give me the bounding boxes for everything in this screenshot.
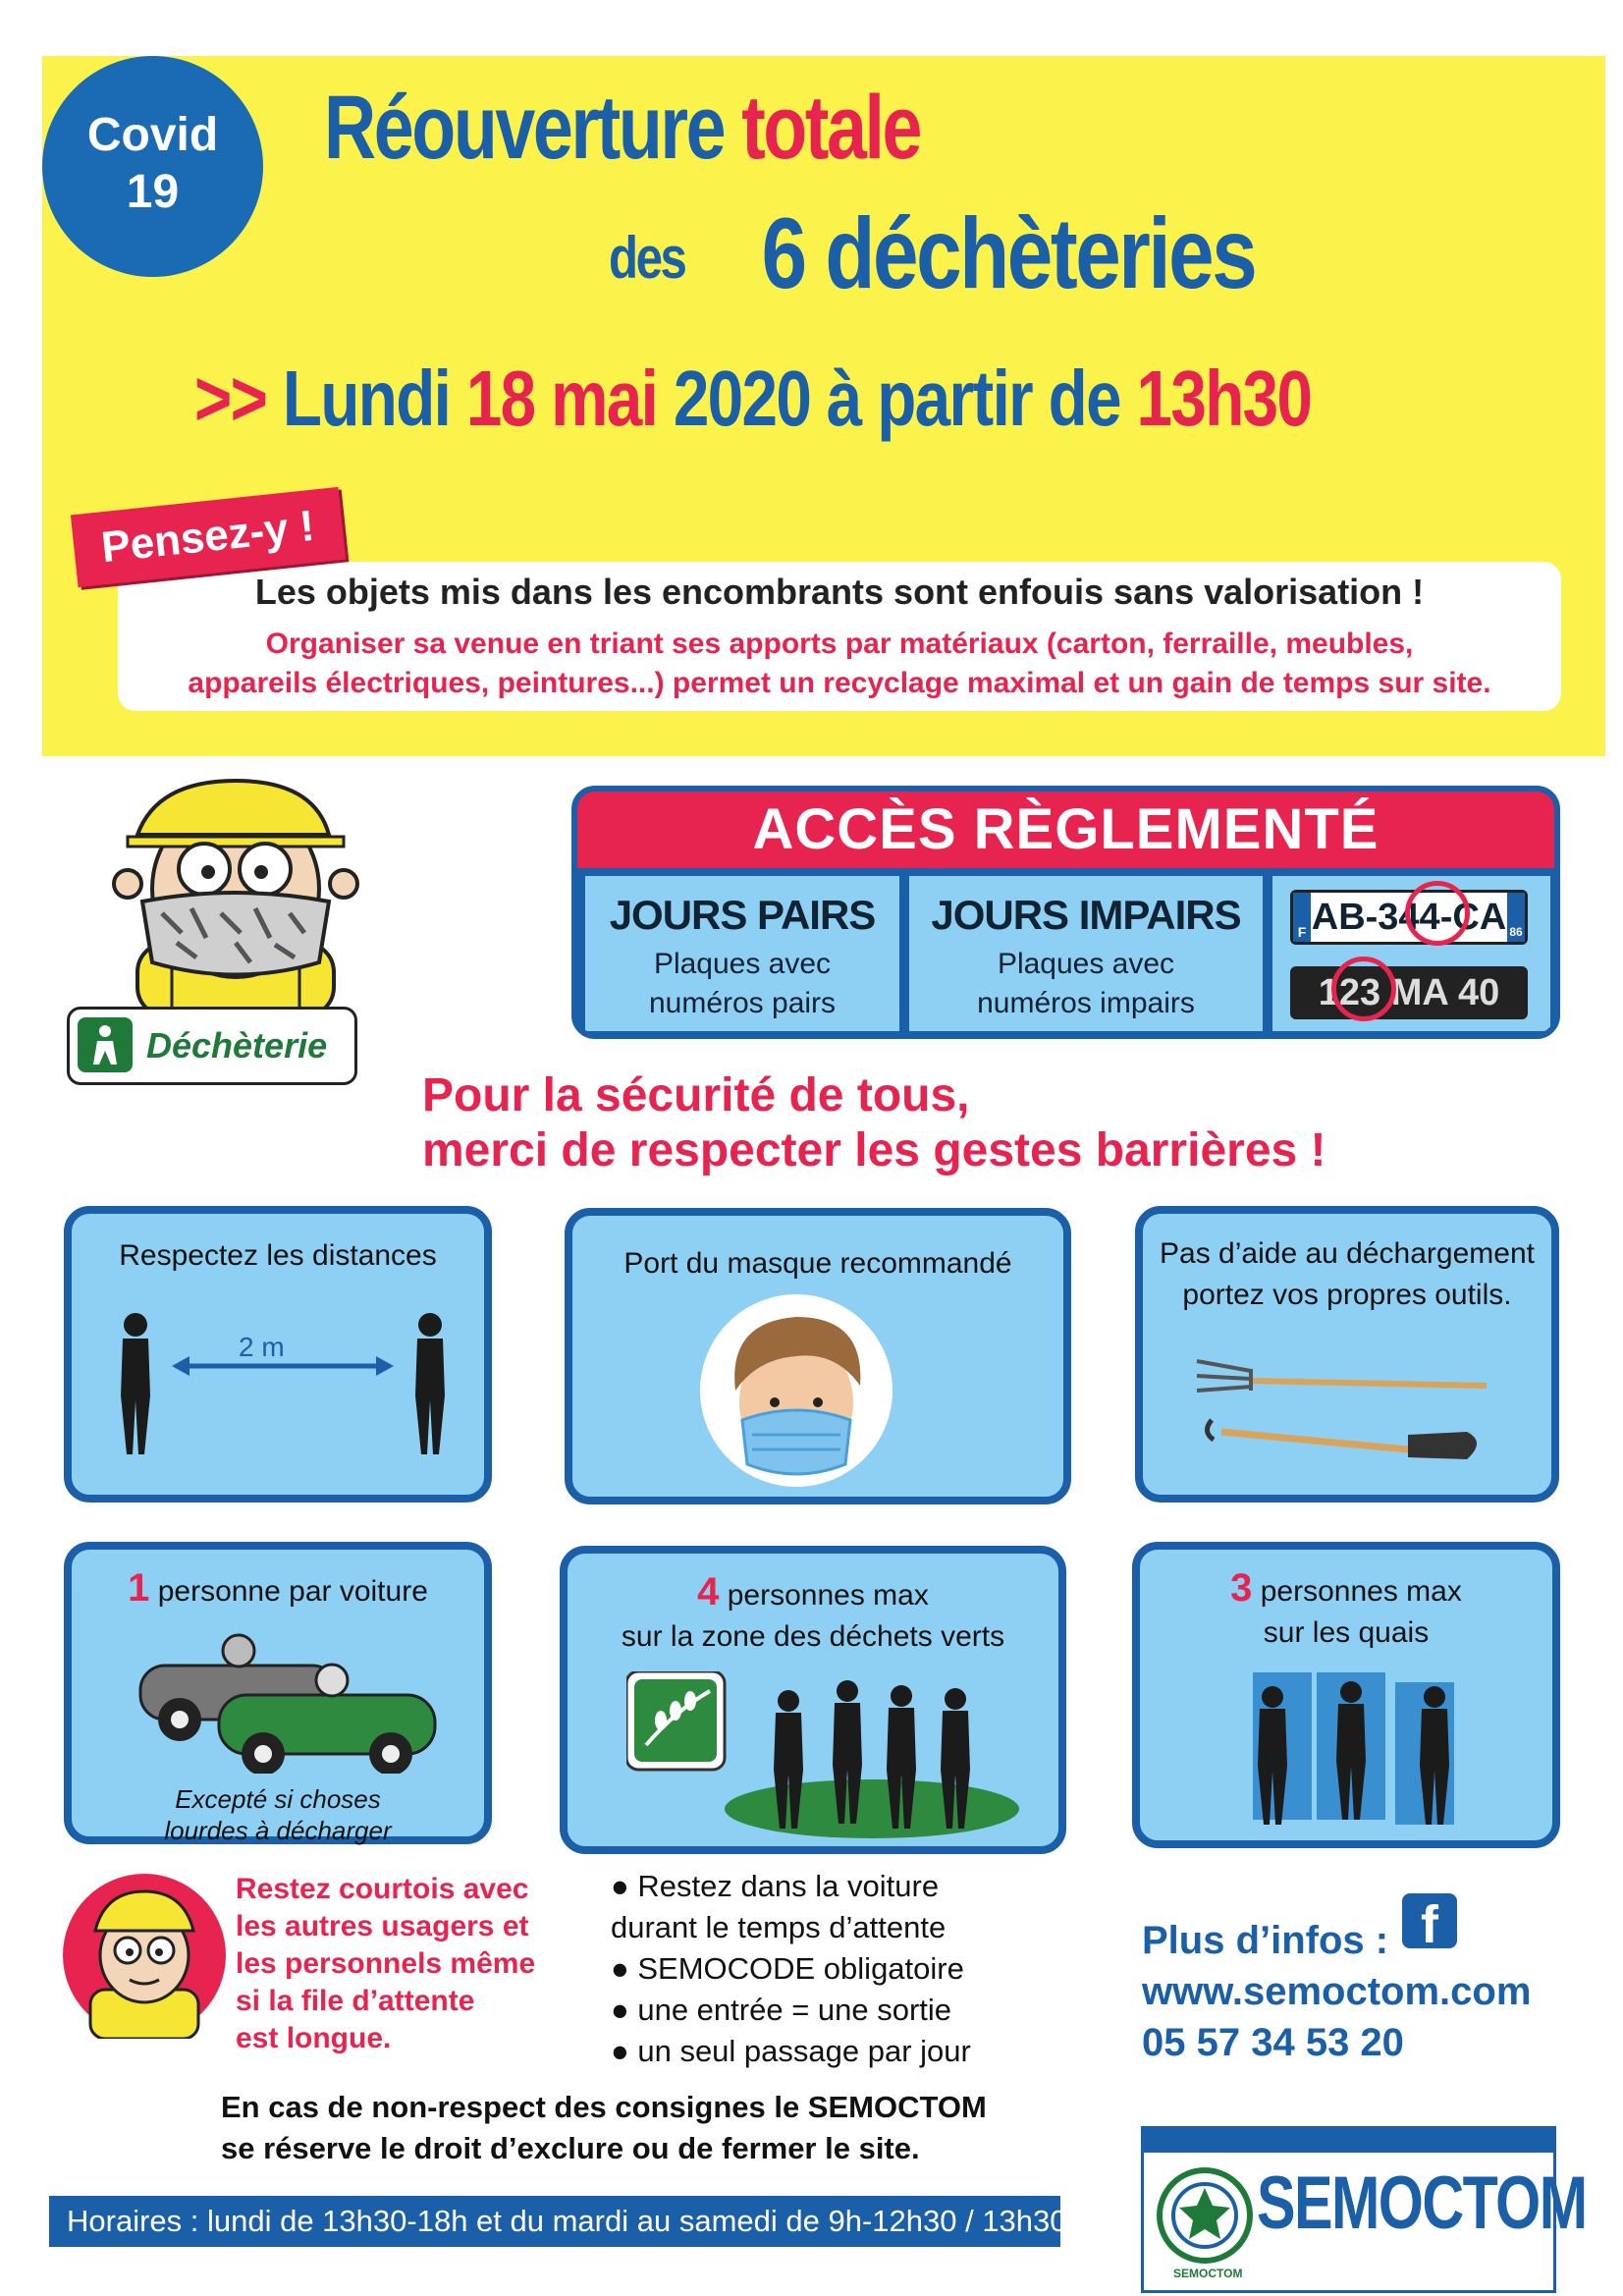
card-car	[64, 1542, 492, 1844]
warning-line1: En cas de non-respect des consignes le SEMOCTOM	[221, 2090, 987, 2124]
notice-sub-line2: appareils électriques, peintures...) permet un recyclage maximal et un gain de temps sur site.	[188, 667, 1491, 699]
plate-odd: 123 MA 40	[1290, 966, 1528, 1019]
mask-face-icon	[698, 1292, 894, 1489]
quais-illustration	[1238, 1672, 1474, 1830]
date-prefix: >>	[194, 355, 267, 442]
plate-dept: 86	[1507, 893, 1525, 942]
card-tools-line1: Pas d’aide au déchargement	[1160, 1237, 1535, 1270]
card-green-line1: personnes max	[727, 1579, 929, 1612]
plates-cell	[1272, 876, 1550, 1031]
facebook-icon[interactable]: f	[1402, 1893, 1457, 1948]
security-line2: merci de respecter les gestes barrières !	[422, 1124, 1326, 1176]
odd-days-title: JOURS IMPAIRS	[931, 892, 1241, 938]
date-year: 2020 à partir de	[673, 355, 1120, 442]
card-tools-line2: portez vos propres outils.	[1182, 1279, 1512, 1311]
bullet-icon: ●	[611, 1869, 638, 1903]
courtesy-message	[236, 1871, 535, 2057]
card-tools	[1135, 1206, 1559, 1503]
courtesy-line: Restez courtois avec	[236, 1873, 529, 1905]
even-days-sub1: Plaques avec	[653, 948, 832, 980]
card-quais-line1: personnes max	[1260, 1575, 1462, 1608]
more-info-label: Plus d’infos :	[1142, 1919, 1389, 1962]
website-link[interactable]: www.semoctom.com	[1142, 1970, 1532, 2013]
security-line1: Pour la sécurité de tous,	[422, 1069, 970, 1121]
card-quais-title	[1140, 1567, 1552, 1654]
reopen-date	[194, 354, 1311, 444]
date-time: 13h30	[1136, 355, 1312, 442]
green-zone-illustration	[626, 1671, 1019, 1843]
distance-illustration	[111, 1307, 455, 1464]
odd-days-sub2: numéros impairs	[977, 987, 1195, 1019]
tools-icon	[1192, 1341, 1506, 1469]
more-info	[1142, 1895, 1532, 2068]
card-quais	[1132, 1542, 1560, 1848]
bullet-icon: ●	[611, 2034, 638, 2068]
mascot-circle-illustration	[61, 1872, 228, 2039]
card-green-line2: sur la zone des déchets verts	[621, 1620, 1005, 1653]
even-days-cell	[585, 876, 899, 1031]
card-quais-num: 3	[1230, 1566, 1253, 1610]
pensez-tag: Pensez-y !	[71, 487, 346, 587]
courtesy-line: les autres usagers et	[236, 1910, 529, 1942]
distance-label: 2 m	[239, 1332, 285, 1362]
courtesy-line: si la file d’attente	[236, 1985, 475, 2017]
card-green-waste	[560, 1546, 1066, 1854]
card-tools-title	[1143, 1233, 1551, 1316]
access-title: ACCÈS RÈGLEMENTÉ	[577, 792, 1554, 868]
notice-sub-line1: Organiser sa venue en triant ses apports par matériaux (carton, ferraille, meubles,	[265, 628, 1414, 660]
card-green-title	[568, 1571, 1058, 1658]
card-car-num: 1	[128, 1566, 150, 1610]
date-lundi: Lundi	[282, 355, 451, 442]
phone-number: 05 57 34 53 20	[1142, 2021, 1404, 2064]
semoctom-emblem-text: SEMOCTOM	[1173, 2267, 1243, 2280]
card-car-note1: Excepté si choses	[175, 1784, 381, 1814]
card-distances	[64, 1206, 492, 1503]
plate-even-text: AB-344-CA	[1311, 897, 1507, 938]
warning-line2: se réserve le droit d’exclure ou de fermer le site.	[221, 2131, 920, 2165]
title-line1	[324, 77, 920, 180]
card-green-num: 4	[697, 1570, 720, 1613]
warning-message	[221, 2087, 987, 2169]
semoctom-wordmark: SEMOCTOM	[1257, 2161, 1587, 2245]
list-item: ● SEMOCODE obligatoire	[611, 1951, 964, 1986]
highlight-circle-even	[1405, 881, 1470, 946]
recycling-person-icon	[78, 1017, 133, 1072]
title-des: des	[609, 225, 685, 291]
security-message	[422, 1068, 1326, 1178]
title-line2	[609, 196, 1255, 311]
odd-days-cell	[909, 876, 1263, 1031]
semoctom-logo	[1141, 2126, 1587, 2293]
card-distances-title: Respectez les distances	[119, 1239, 437, 1272]
bullet-icon: ●	[611, 1951, 638, 1986]
list-item: ● un seul passage par jour	[611, 2034, 971, 2068]
title-dechetteries: 6 déchèteries	[761, 197, 1256, 309]
access-panel	[571, 786, 1560, 1039]
courtesy-line: est longue.	[236, 2022, 392, 2054]
rules-list	[611, 1866, 971, 2072]
list-item: durant le temps d’attente	[611, 1910, 947, 1944]
decheterie-logo	[67, 1007, 357, 1085]
courtesy-line: les personnels même	[236, 1947, 536, 1980]
race-cars-icon	[131, 1626, 445, 1774]
plate-country: F	[1293, 893, 1311, 942]
card-mask-title: Port du masque recommandé	[623, 1247, 1012, 1280]
covid-line1: Covid	[86, 109, 219, 161]
covid-badge	[42, 56, 263, 277]
title-totale: totale	[741, 78, 921, 178]
semoctom-logo-bar	[1144, 2129, 1553, 2153]
date-day: 18 mai	[465, 355, 658, 442]
card-mask	[565, 1208, 1071, 1504]
opening-hours: Horaires : lundi de 13h30-18h et du mardi au samedi de 9h-12h30 / 13h30-18h	[49, 2196, 1060, 2247]
decheterie-logo-text: Déchèterie	[146, 1025, 328, 1066]
covid-line2: 19	[126, 166, 180, 218]
card-car-title	[72, 1567, 484, 1613]
highlight-circle-odd	[1331, 957, 1396, 1021]
card-quais-line2: sur les quais	[1263, 1616, 1430, 1649]
odd-days-sub1: Plaques avec	[997, 948, 1175, 980]
title-reouverture: Réouverture	[324, 78, 725, 178]
card-car-note2: lourdes à décharger	[164, 1816, 392, 1845]
list-item: ● Restez dans la voiture	[611, 1869, 940, 1903]
card-car-note	[72, 1783, 484, 1846]
even-days-title: JOURS PAIRS	[609, 892, 876, 938]
mascot-illustration	[98, 776, 363, 1016]
list-item: ● une entrée = une sortie	[611, 1993, 952, 2027]
bullet-icon: ●	[611, 1993, 638, 2027]
notice-main: Les objets mis dans les encombrants sont enfouis sans valorisation !	[254, 572, 1425, 612]
card-car-text: personne par voiture	[157, 1575, 428, 1608]
notice-sub	[118, 625, 1561, 703]
even-days-sub2: numéros pairs	[648, 987, 837, 1019]
semoctom-emblem-icon	[1156, 2166, 1254, 2265]
